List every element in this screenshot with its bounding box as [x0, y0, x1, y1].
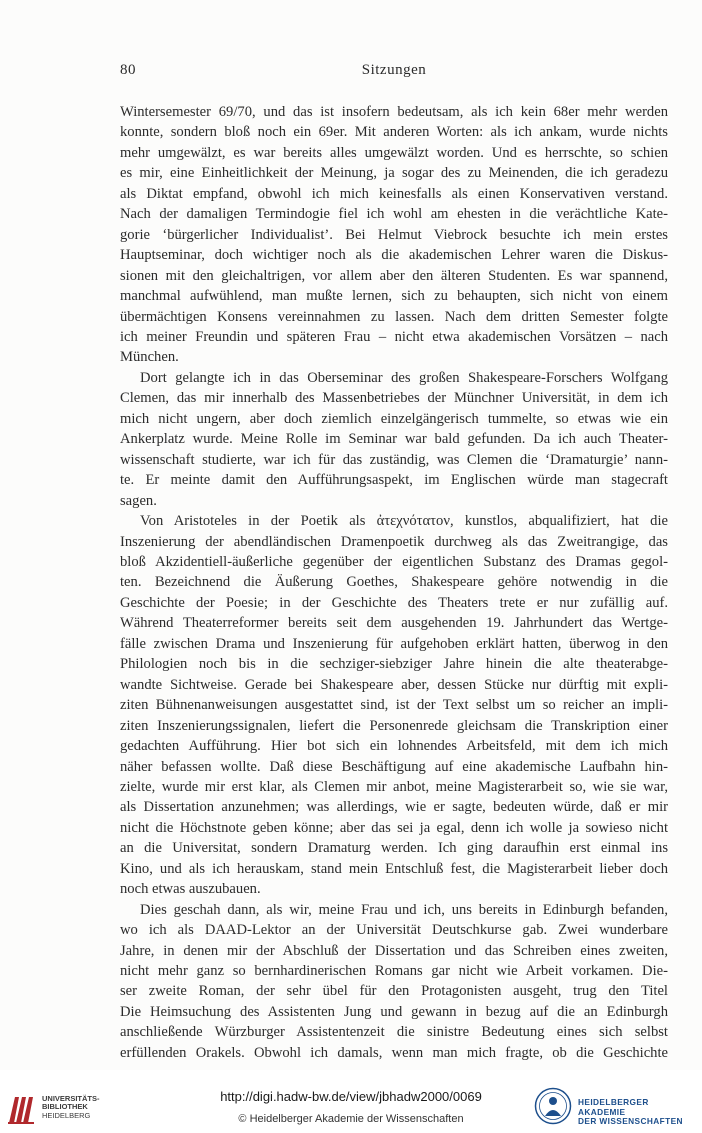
academy-name: HEIDELBERGER AKADEMIE DER WISSENSCHAFTEN: [578, 1097, 683, 1126]
text-line: Dort gelangte ich in das Oberseminar des großen Shakespeare-Forschers Wolfgang: [140, 369, 668, 386]
text-line: gorie ‘bürgerlicher Individualist’. Bei Helmut Viebrock besuchte ich mein erstes: [120, 226, 668, 243]
text-line: erfüllenden Orakels. Obwohl ich damals, wenn man mich fragte, ob die Geschichte: [120, 1044, 668, 1061]
text-line: gedachten Aufführung. Hier bot sich ein lohnendes Arbeitsfeld, mit dem ich mich: [120, 738, 668, 755]
text-line: Dies geschah dann, als wir, meine Frau und ich, uns bereits in Edinburgh befanden,: [140, 901, 668, 918]
text-line: ziten Inszenierungssignalen, liefert die Personenrede gleichsam die Transkription einer: [120, 717, 668, 734]
text-line: fälle zwischen Drama und Inszenierung für aufgehoben erklärt hatten, überwog in den: [120, 635, 668, 652]
text-line: manchmal aufwühlend, man mußte lernen, sich zu behaupten, sich nicht von einem: [120, 288, 668, 305]
text-line: mehr umgewälzt, es war bereits alles umgewälzt worden. Und es herrschte, so schien: [120, 144, 668, 161]
text-line: als Dissertation anzunehmen; was allerdings, wie er sagte, bedeuten würde, daß er mir: [120, 799, 668, 816]
academy-logo[interactable]: [534, 1087, 694, 1127]
text-line: wissenschaft studierte, war ich für das zuständig, was Clemen die ‘Dramaturgie’ nann-: [120, 451, 668, 468]
text-line: ser zweite Roman, der sehr übel für den Protagonisten ausgeht, trug den Titel: [120, 983, 668, 1000]
text-line: ziten Bühnenanweisungen ausgestattet sind, ist der Text selbst um so reicher an impli-: [120, 697, 668, 714]
paragraph: [120, 900, 668, 1064]
text-line: konnte, sondern bloß noch ein 69er. Mit anderen Worten: als ich ankam, wurde nichts: [120, 124, 668, 141]
library-name: UNIVERSITÄTS- BIBLIOTHEK HEIDELBERG: [42, 1094, 100, 1120]
text-line: wo ich als DAAD-Lektor an der Universität Deutschkurse gab. Zwei wunderbare: [120, 922, 668, 939]
page-number: 80: [120, 62, 136, 78]
text-line: Von Aristoteles in der Poetik als ἀτεχνότατον, kunstlos, abqualifiziert, hat die: [140, 513, 668, 530]
text-line: wandte Sichtweise. Gerade bei Shakespeare aber, dessen Stücke nur dürftig mit expli-: [120, 676, 668, 693]
text-line: sagen.: [120, 492, 157, 509]
text-line: Nach der damaligen Termindogie fiel ich wohl am ehesten in die verächtliche Kate-: [120, 206, 668, 223]
text-line: zielte, wurde mir erst klar, als Clemen mir anbot, meine Magisterarbeit so, wie sie war,: [120, 778, 668, 795]
text-line: es mir, eine Einheitlichkeit der Meinung, ja sogar des zu Meinenden, die ich geradezu: [120, 165, 668, 182]
text-line: Clemen, das mir innerhalb des Massenbetriebes der Münchner Universität, in dem ich: [120, 390, 668, 407]
text-line: Philologien noch bis in die sechziger-siebziger Jahre hinein die alte theaterabge-: [120, 656, 668, 673]
text-line: übermächtigen Konsens vereinnahmen zu lassen. Nach dem dritten Semester folgte: [120, 308, 668, 325]
text-line: bloß Akzidentiell-äußerliche gegenüber der eigentlichen Substanz des Dramas gegol-: [120, 553, 668, 570]
text-line: sionen mit den gleichaltrigen, vor allem aber den älteren Studenten. Es war spannend,: [120, 267, 668, 284]
text-line: Wintersemester 69/70, und das ist insofern bedeutsam, als ich kein 68er mehr werden: [120, 104, 668, 120]
text-line: an die Universitat, sondern Dramaturg werden. Ich ging daraufhin erst einmal ins: [120, 840, 668, 857]
text-line: anschließende Würzburger Assistentenzeit die sinistre Bedeutung eines sich selbst: [120, 1024, 668, 1041]
text-line: Jahre, in denen mir der Abschluß der Dissertation und das Schreiben eines zweiten,: [120, 942, 668, 959]
text-line: ich meiner Freundin und späteren Frau – nicht etwa akademischen Vorsätzen – nach: [120, 328, 668, 345]
paragraph: [120, 102, 668, 368]
text-line: te. Er meinte damit den Aufführungsaspekt, im Englischen würde man stagecraft: [120, 472, 668, 489]
text-line: ten. Bezeichnend die Äußerung Goethes, Shakespeare gehöre notwendig in die: [120, 574, 668, 591]
document-url-link[interactable]: http://digi.hadw-bw.de/view/jbhadw2000/0069: [220, 1089, 482, 1104]
body-text: [120, 102, 668, 1063]
text-line: Die Heimsuchung des Assistenten Jung und gewann in bezug auf die an Edinburgh: [120, 1003, 668, 1020]
text-line: Hauptseminar, doch wichtiger noch als die akademischen Lehrer waren die Diskus-: [120, 247, 668, 264]
text-line: mich nicht ungern, aber doch ziemlich einzelgängerisch tummelte, so etwas wie ein: [120, 410, 668, 427]
running-title: Sitzungen: [361, 62, 427, 78]
copyright-notice: © Heidelberger Akademie der Wissenschaften: [238, 1113, 464, 1125]
text-line: nicht mehr ganz so bernhardinerischen Romans gar nicht wie Arbeit vorkamen. Die-: [120, 963, 668, 980]
viewer-footer: [0, 1077, 702, 1133]
text-line: als Diktat empfand, obwohl ich mich keinesfalls als einen Konservativen verstand.: [120, 185, 668, 202]
text-line: Kino, und als ich herauskam, stand mein Entschluß fest, die Magisterarbeit lieber doch: [120, 860, 668, 877]
academy-seal-icon: [534, 1087, 572, 1125]
text-line: Ankerplatz wurde. Meine Rolle im Seminar war bald gefunden. Da ich auch Theater-: [120, 431, 668, 448]
page-header: [120, 62, 668, 84]
text-line: Inszenierung der abendländischen Dramenpoetik durchweg als das Zweitrangige, das: [120, 533, 668, 550]
text-line: Während Theaterreformer bereits seit dem ausgehenden 19. Jahrhundert das Wertge-: [120, 615, 668, 632]
paragraph: [120, 511, 668, 900]
text-line: noch etwas auszubauen.: [120, 881, 261, 898]
text-line: näher befassen wollte. Daß diese Beschäftigung auf eine akademische Laufbahn hin-: [120, 758, 668, 775]
paragraph: [120, 368, 668, 511]
text-line: Geschichte der Poesie; in der Geschichte des Theaters trete er nur zufällig auf.: [120, 594, 668, 611]
text-line: München.: [120, 349, 179, 366]
text-line: nicht die Höchstnote geben könne; aber das sei ja egal, denn ich wolle ja sowieso nicht: [120, 819, 668, 836]
